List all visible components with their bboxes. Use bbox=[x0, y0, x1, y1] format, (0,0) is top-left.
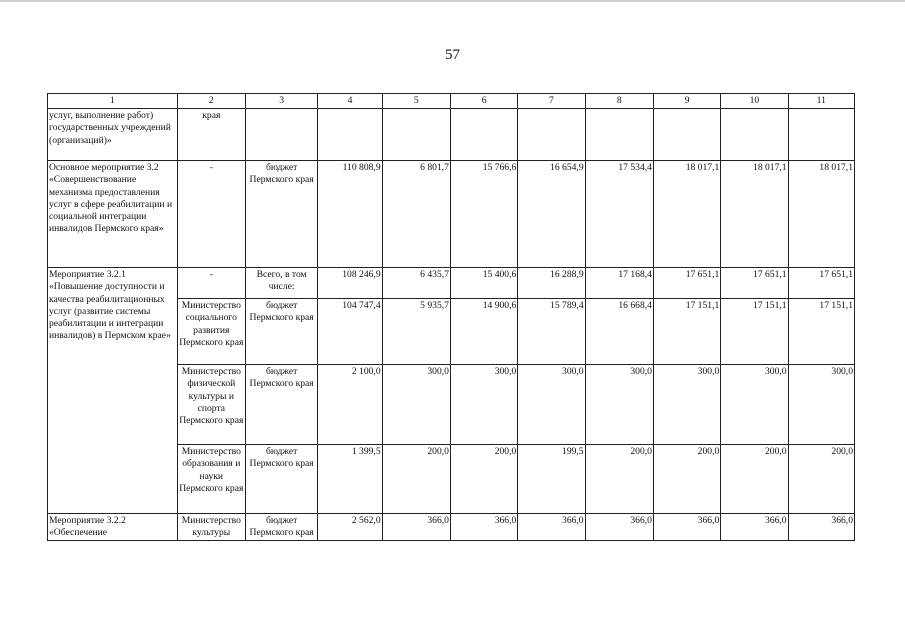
amount-cell: 17 651,1 bbox=[721, 268, 788, 299]
table-row bbox=[48, 514, 855, 541]
executor-cell: Министерство образования и науки Пермского края bbox=[177, 445, 245, 514]
amount-cell: 300,0 bbox=[518, 365, 585, 445]
amount-cell: 18 017,1 bbox=[721, 161, 788, 268]
executor-cell: Министерство физической культуры и спорта Пермского края bbox=[177, 365, 245, 445]
amount-cell: 300,0 bbox=[585, 365, 653, 445]
amount-cell: 16 654,9 bbox=[518, 161, 585, 268]
amount-cell: 104 747,4 bbox=[318, 299, 382, 365]
measure-name-cell: Мероприятие 3.2.1 «Повышение доступности и качества реабилитационных услуг (развитие системы реабилитации и интеграции инвалидов) в Пермском крае» bbox=[48, 268, 178, 514]
amount-cell: 366,0 bbox=[382, 514, 450, 541]
funding-source-cell: бюджет Пермского края bbox=[245, 161, 317, 268]
scan-edge bbox=[0, 0, 905, 2]
measure-name-cell: услуг, выполнение работ) государственных учреждений (организаций)» bbox=[48, 109, 178, 161]
amount-cell: 200,0 bbox=[585, 445, 653, 514]
column-number-cell: 6 bbox=[450, 94, 517, 109]
amount-cell: 15 789,4 bbox=[518, 299, 585, 365]
measure-name-cell: Мероприятие 3.2.2 «Обеспечение bbox=[48, 514, 178, 541]
funding-source-cell: бюджет Пермского края bbox=[245, 514, 317, 541]
amount-cell: 300,0 bbox=[788, 365, 854, 445]
budget-table bbox=[47, 93, 855, 541]
amount-cell: 14 900,6 bbox=[450, 299, 517, 365]
column-number-cell: 10 bbox=[721, 94, 788, 109]
amount-cell: 1 399,5 bbox=[318, 445, 382, 514]
amount-cell: 366,0 bbox=[653, 514, 720, 541]
amount-cell bbox=[450, 109, 517, 161]
executor-cell: - bbox=[177, 268, 245, 299]
column-number-cell: 8 bbox=[585, 94, 653, 109]
column-number-row bbox=[48, 94, 855, 109]
amount-cell: 366,0 bbox=[450, 514, 517, 541]
amount-cell: 18 017,1 bbox=[788, 161, 854, 268]
amount-cell bbox=[721, 109, 788, 161]
amount-cell: 199,5 bbox=[518, 445, 585, 514]
amount-cell: 6 435,7 bbox=[382, 268, 450, 299]
amount-cell bbox=[382, 109, 450, 161]
amount-cell: 17 151,1 bbox=[653, 299, 720, 365]
column-number-cell: 3 bbox=[245, 94, 317, 109]
amount-cell: 16 288,9 bbox=[518, 268, 585, 299]
table-row bbox=[48, 161, 855, 268]
funding-source-cell: бюджет Пермского края bbox=[245, 299, 317, 365]
funding-source-cell: бюджет Пермского края bbox=[245, 365, 317, 445]
amount-cell: 18 017,1 bbox=[653, 161, 720, 268]
amount-cell bbox=[585, 109, 653, 161]
amount-cell: 200,0 bbox=[653, 445, 720, 514]
amount-cell: 15 766,6 bbox=[450, 161, 517, 268]
funding-source-cell: бюджет Пермского края bbox=[245, 445, 317, 514]
amount-cell: 5 935,7 bbox=[382, 299, 450, 365]
funding-source-cell bbox=[245, 109, 317, 161]
amount-cell: 17 651,1 bbox=[653, 268, 720, 299]
executor-cell: Министерство социального развития Пермского края bbox=[177, 299, 245, 365]
measure-name-cell: Основное мероприятие 3.2 «Совершенствование механизма предоставления услуг в сфере реабилитации и социальной интеграции инвалидов Пермского края» bbox=[48, 161, 178, 268]
amount-cell: 2 100,0 bbox=[318, 365, 382, 445]
amount-cell: 16 668,4 bbox=[585, 299, 653, 365]
amount-cell: 6 801,7 bbox=[382, 161, 450, 268]
column-number-cell: 9 bbox=[653, 94, 720, 109]
amount-cell bbox=[788, 109, 854, 161]
amount-cell: 366,0 bbox=[585, 514, 653, 541]
amount-cell: 17 151,1 bbox=[721, 299, 788, 365]
amount-cell: 300,0 bbox=[721, 365, 788, 445]
column-number-cell: 7 bbox=[518, 94, 585, 109]
amount-cell: 366,0 bbox=[518, 514, 585, 541]
column-number-cell: 2 bbox=[177, 94, 245, 109]
amount-cell: 300,0 bbox=[653, 365, 720, 445]
amount-cell: 17 651,1 bbox=[788, 268, 854, 299]
amount-cell: 108 246,9 bbox=[318, 268, 382, 299]
amount-cell: 200,0 bbox=[788, 445, 854, 514]
executor-cell: края bbox=[177, 109, 245, 161]
executor-cell: Министерство культуры bbox=[177, 514, 245, 541]
column-number-cell: 11 bbox=[788, 94, 854, 109]
amount-cell bbox=[653, 109, 720, 161]
amount-cell: 300,0 bbox=[382, 365, 450, 445]
amount-cell: 200,0 bbox=[382, 445, 450, 514]
amount-cell: 366,0 bbox=[788, 514, 854, 541]
amount-cell: 17 168,4 bbox=[585, 268, 653, 299]
amount-cell: 15 400,6 bbox=[450, 268, 517, 299]
page-number: 57 bbox=[445, 47, 460, 63]
column-number-cell: 4 bbox=[318, 94, 382, 109]
amount-cell: 110 808,9 bbox=[318, 161, 382, 268]
amount-cell: 200,0 bbox=[721, 445, 788, 514]
amount-cell: 17 534,4 bbox=[585, 161, 653, 268]
amount-cell: 2 562,0 bbox=[318, 514, 382, 541]
column-number-cell: 1 bbox=[48, 94, 178, 109]
table-row bbox=[48, 109, 855, 161]
amount-cell: 200,0 bbox=[450, 445, 517, 514]
executor-cell: - bbox=[177, 161, 245, 268]
column-number-cell: 5 bbox=[382, 94, 450, 109]
amount-cell bbox=[518, 109, 585, 161]
table-row bbox=[48, 268, 855, 299]
amount-cell: 300,0 bbox=[450, 365, 517, 445]
funding-source-cell: Всего, в том числе: bbox=[245, 268, 317, 299]
amount-cell: 366,0 bbox=[721, 514, 788, 541]
amount-cell bbox=[318, 109, 382, 161]
amount-cell: 17 151,1 bbox=[788, 299, 854, 365]
